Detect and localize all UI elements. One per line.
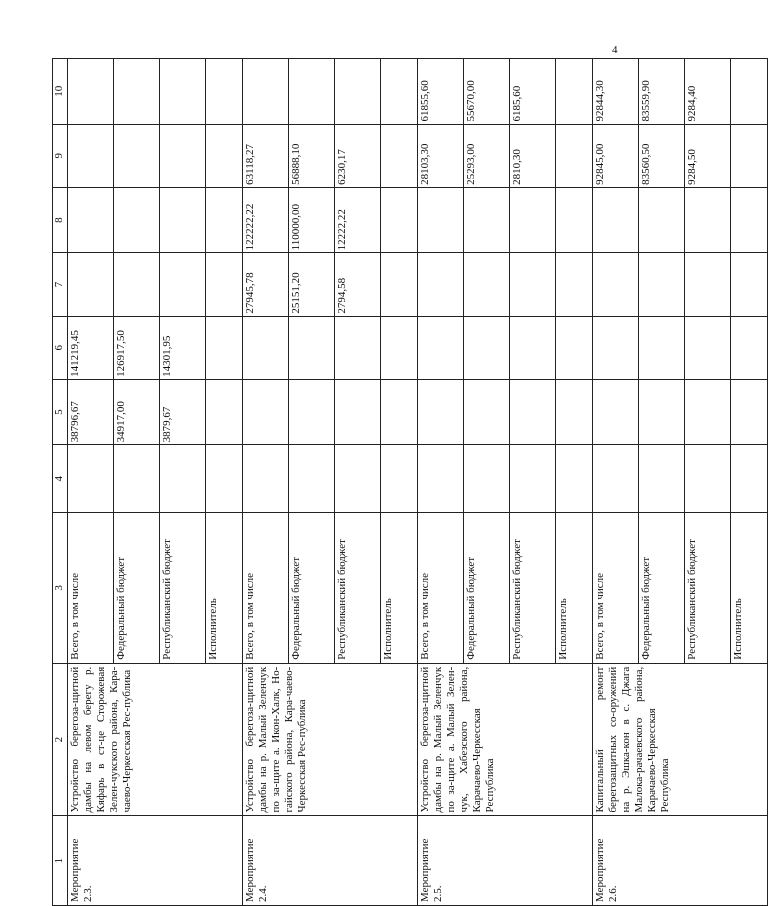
measure-name: Мероприятие 2.5. (418, 816, 593, 906)
table-row (68, 59, 114, 906)
value-cell: 2810,30 (510, 124, 556, 187)
value-cell (464, 316, 510, 379)
value-cell (381, 379, 418, 444)
value-cell (510, 187, 556, 252)
value-cell: 9284,50 (685, 124, 731, 187)
value-cell (510, 253, 556, 316)
value-cell (731, 445, 768, 513)
value-cell (556, 445, 593, 513)
funding-source: Всего, в том числе (593, 513, 639, 664)
value-cell: 25151,20 (289, 253, 335, 316)
value-cell (556, 59, 593, 125)
value-cell (418, 445, 464, 513)
value-cell: 61855,60 (418, 59, 464, 125)
value-cell (160, 253, 206, 316)
value-cell (68, 59, 114, 125)
value-cell (243, 445, 289, 513)
value-cell (639, 316, 685, 379)
funding-source: Исполнитель (731, 513, 768, 664)
col-header: 8 (53, 187, 68, 252)
value-cell: 6230,17 (335, 124, 381, 187)
value-cell (556, 124, 593, 187)
value-cell (114, 124, 160, 187)
page-number: 4 (612, 44, 618, 56)
value-cell (418, 253, 464, 316)
funding-source: Федеральный бюджет (464, 513, 510, 664)
value-cell: 83559,90 (639, 59, 685, 125)
value-cell: 83560,50 (639, 124, 685, 187)
value-cell (206, 253, 243, 316)
value-cell (68, 187, 114, 252)
value-cell: 28103,30 (418, 124, 464, 187)
value-cell (731, 379, 768, 444)
value-cell (206, 316, 243, 379)
value-cell: 27945,78 (243, 253, 289, 316)
value-cell (685, 316, 731, 379)
value-cell: 92845,00 (593, 124, 639, 187)
value-cell (206, 379, 243, 444)
value-cell (68, 124, 114, 187)
value-cell: 110000,00 (289, 187, 335, 252)
value-cell (685, 187, 731, 252)
col-header: 4 (53, 445, 68, 513)
value-cell (464, 379, 510, 444)
value-cell (114, 59, 160, 125)
value-cell (381, 187, 418, 252)
value-cell (418, 316, 464, 379)
measure-name: Мероприятие 2.6. (593, 816, 768, 906)
value-cell (160, 187, 206, 252)
value-cell (335, 445, 381, 513)
col-header: 10 (53, 59, 68, 125)
value-cell (639, 379, 685, 444)
value-cell: 2794,58 (335, 253, 381, 316)
value-cell (381, 124, 418, 187)
value-cell (243, 316, 289, 379)
value-cell (731, 187, 768, 252)
funding-source: Республиканский бюджет (160, 513, 206, 664)
funding-source: Всего, в том числе (68, 513, 114, 664)
col-header: 1 (53, 816, 68, 906)
value-cell (381, 253, 418, 316)
col-header: 2 (53, 663, 68, 816)
value-cell (381, 316, 418, 379)
col-header: 7 (53, 253, 68, 316)
table-row (593, 59, 639, 906)
value-cell (731, 59, 768, 125)
value-cell (335, 59, 381, 125)
value-cell (639, 445, 685, 513)
funding-source: Федеральный бюджет (114, 513, 160, 664)
value-cell: 92844,30 (593, 59, 639, 125)
funding-source: Всего, в том числе (243, 513, 289, 664)
funding-source: Республиканский бюджет (510, 513, 556, 664)
value-cell (685, 445, 731, 513)
value-cell (510, 316, 556, 379)
value-cell (593, 316, 639, 379)
funding-source: Федеральный бюджет (639, 513, 685, 664)
value-cell (556, 316, 593, 379)
value-cell (206, 187, 243, 252)
value-cell: 56888,10 (289, 124, 335, 187)
value-cell: 6185,60 (510, 59, 556, 125)
table-body (68, 59, 768, 906)
value-cell (731, 124, 768, 187)
value-cell: 25293,00 (464, 124, 510, 187)
value-cell (335, 379, 381, 444)
funding-source: Исполнитель (381, 513, 418, 664)
value-cell (510, 379, 556, 444)
col-header: 3 (53, 513, 68, 664)
value-cell (114, 253, 160, 316)
value-cell (114, 187, 160, 252)
measure-description: Устройство берегоза-щитной дамбы на р. Малый Зеленчук по за-щите а. Икон-Халк, Но-гайского района, Кара-чаево-Черкесская Рес-публика (243, 663, 418, 816)
value-cell (639, 253, 685, 316)
value-cell (68, 445, 114, 513)
value-cell: 141219,45 (68, 316, 114, 379)
value-cell (68, 253, 114, 316)
value-cell (685, 253, 731, 316)
value-cell (593, 253, 639, 316)
col-header: 5 (53, 379, 68, 444)
value-cell (289, 316, 335, 379)
value-cell: 3879,67 (160, 379, 206, 444)
value-cell: 34917,00 (114, 379, 160, 444)
table-row (243, 59, 289, 906)
rotated-page (52, 58, 744, 906)
value-cell (556, 187, 593, 252)
table-row (418, 59, 464, 906)
value-cell (114, 445, 160, 513)
value-cell (381, 59, 418, 125)
funding-source: Республиканский бюджет (335, 513, 381, 664)
value-cell (639, 187, 685, 252)
value-cell (464, 187, 510, 252)
value-cell (556, 379, 593, 444)
col-header: 6 (53, 316, 68, 379)
value-cell (418, 187, 464, 252)
value-cell (289, 445, 335, 513)
value-cell: 9284,40 (685, 59, 731, 125)
value-cell: 63118,27 (243, 124, 289, 187)
value-cell (289, 379, 335, 444)
funding-source: Республиканский бюджет (685, 513, 731, 664)
measure-description: Устройство берегоза-щитной дамбы на р. Малый Зеленчук по за-щите а. Малый Зелен-чук, Хабезского района, Карачаево-Черкесская Республика (418, 663, 593, 816)
header-row (53, 59, 68, 906)
value-cell: 12222,22 (335, 187, 381, 252)
col-header: 9 (53, 124, 68, 187)
value-cell (243, 59, 289, 125)
value-cell (556, 253, 593, 316)
budget-table (52, 58, 768, 906)
value-cell (464, 445, 510, 513)
funding-source: Исполнитель (206, 513, 243, 664)
value-cell (731, 316, 768, 379)
value-cell (381, 445, 418, 513)
value-cell (593, 187, 639, 252)
value-cell (160, 445, 206, 513)
value-cell (160, 59, 206, 125)
value-cell (335, 316, 381, 379)
value-cell (160, 124, 206, 187)
value-cell (685, 379, 731, 444)
funding-source: Исполнитель (556, 513, 593, 664)
measure-name: Мероприятие 2.3. (68, 816, 243, 906)
value-cell (418, 379, 464, 444)
funding-source: Всего, в том числе (418, 513, 464, 664)
value-cell: 126917,50 (114, 316, 160, 379)
value-cell (289, 59, 335, 125)
funding-source: Федеральный бюджет (289, 513, 335, 664)
value-cell (206, 124, 243, 187)
value-cell (206, 445, 243, 513)
value-cell (243, 379, 289, 444)
value-cell: 38796,67 (68, 379, 114, 444)
value-cell: 122222,22 (243, 187, 289, 252)
value-cell (731, 253, 768, 316)
measure-description: Капитальный ремонт берегозащитных со-оружений на р. Эшка-кон в с. Джага Малока-рачаевского района, Карачаево-Черкесская Республика (593, 663, 768, 816)
value-cell: 55670,00 (464, 59, 510, 125)
value-cell (593, 445, 639, 513)
measure-description: Устройство берегоза-щитной дамбы на левом берегу р. Кяфарь в ст-це Сторожевая Зелен-чукского района, Кара-чаево-Черкесская Рес-публика (68, 663, 243, 816)
value-cell: 14301,95 (160, 316, 206, 379)
value-cell (510, 445, 556, 513)
measure-name: Мероприятие 2.4. (243, 816, 418, 906)
value-cell (464, 253, 510, 316)
value-cell (206, 59, 243, 125)
value-cell (593, 379, 639, 444)
